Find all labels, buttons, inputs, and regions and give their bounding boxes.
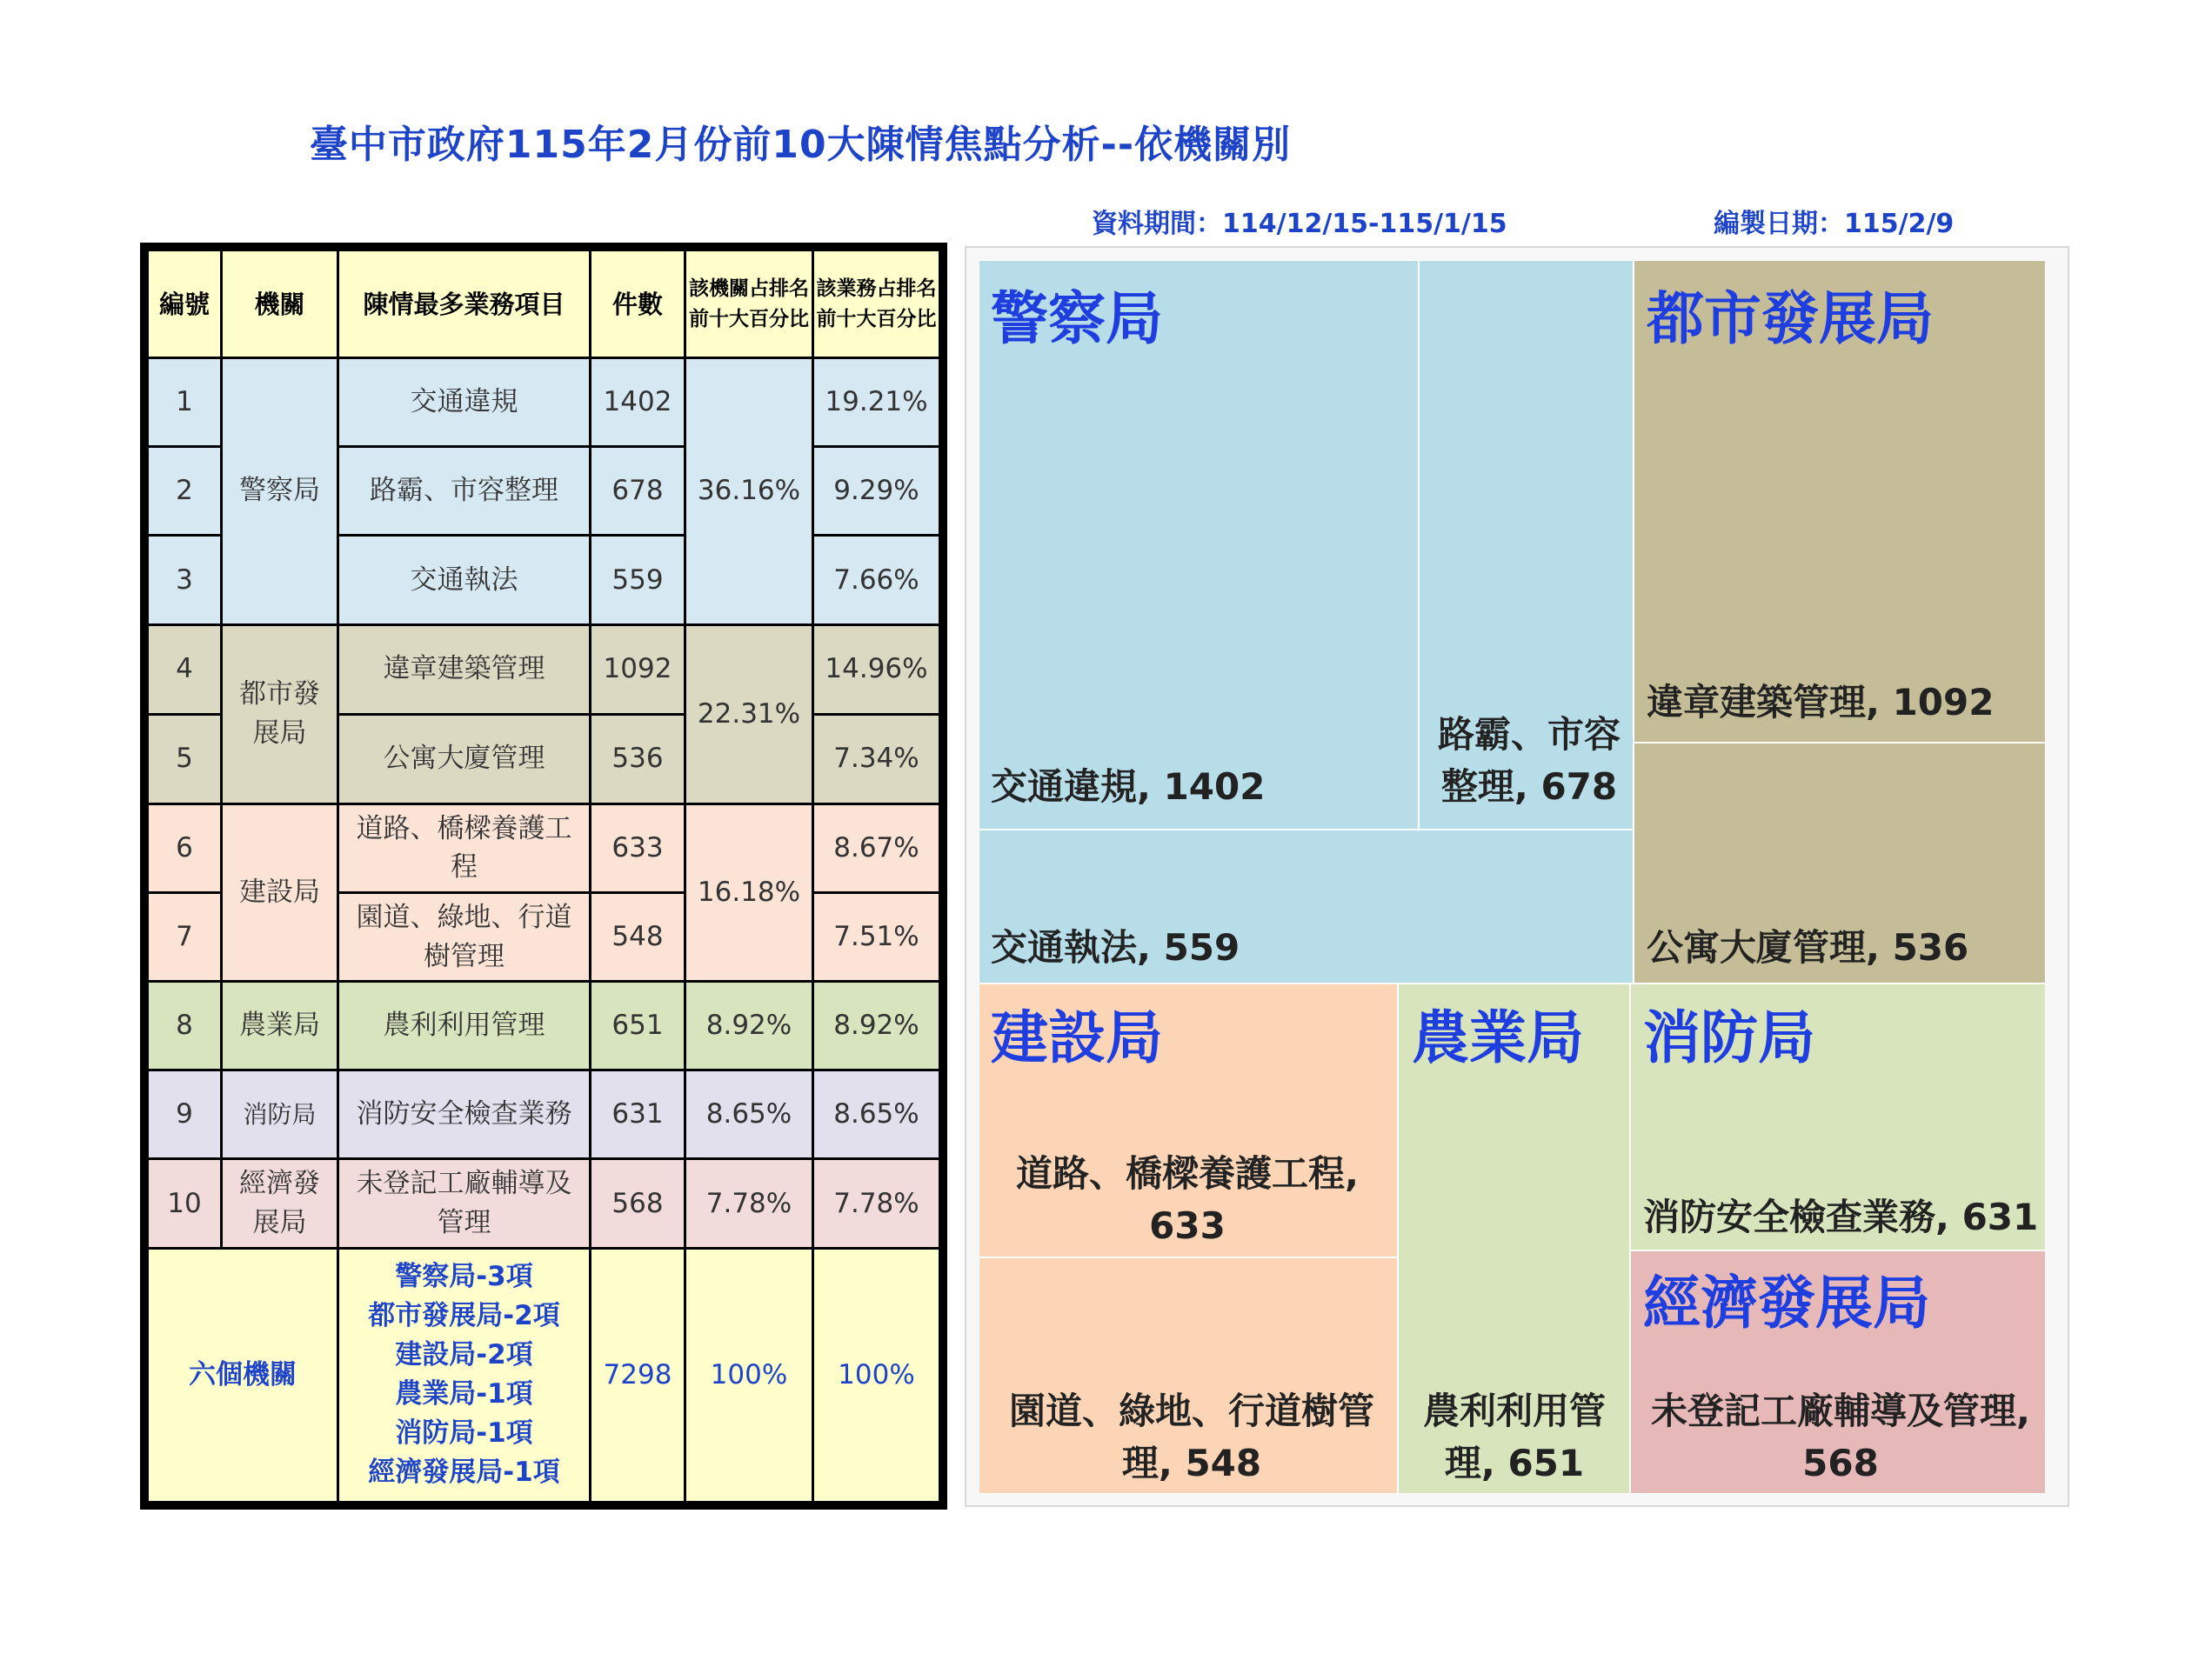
cell-no: 4 (148, 624, 222, 714)
cell-agency: 警察局 (222, 358, 338, 624)
cell-agency-pct: 8.92% (685, 982, 813, 1070)
cell-no: 3 (148, 536, 222, 624)
table-row (148, 803, 940, 892)
tile-label: 消防安全檢查業務, 631 (1643, 1196, 2039, 1238)
cell-count: 536 (591, 714, 685, 803)
footer-agency-pct: 100% (685, 1248, 813, 1502)
tile-label: 路霸、市容整理, 678 (1437, 713, 1621, 808)
cell-no: 1 (148, 358, 222, 447)
footer-label: 六個機關 (148, 1248, 338, 1502)
data-period: 資料期間：114/12/15-115/1/15 (1092, 209, 1507, 239)
col-header-count: 件數 (591, 250, 685, 358)
summary-line: 建設局-2項 (395, 1339, 533, 1371)
tile-label: 公寓大廈管理, 536 (1647, 926, 1969, 969)
tile-label: 園道、綠地、行道樹管理, 548 (1008, 1390, 1374, 1484)
cell-count: 631 (591, 1070, 685, 1159)
tile-label: 交通違規, 1402 (991, 765, 1266, 808)
cell-item-pct: 7.34% (813, 714, 940, 803)
tile-label: 道路、橋樑養護工程, 633 (1016, 1152, 1359, 1247)
cell-agency-pct: 16.18% (685, 803, 813, 981)
tile-label: 農利利用管理, 651 (1422, 1390, 1606, 1484)
col-header-no: 編號 (148, 250, 222, 358)
cell-agency: 建設局 (222, 803, 338, 981)
ranking-table (140, 243, 947, 1510)
footer-summary (338, 1248, 591, 1502)
page-title: 臺中市政府115年2月份前10大陳情焦點分析--依機關別 (309, 123, 1292, 167)
tile-label: 違章建築管理, 1092 (1647, 681, 1995, 723)
cell-count: 568 (591, 1159, 685, 1248)
cell-agency-pct: 22.31% (685, 624, 813, 803)
summary-line: 警察局-3項 (395, 1261, 533, 1293)
cell-count: 1402 (591, 358, 685, 447)
footer-total: 7298 (591, 1248, 685, 1502)
group-heading: 經濟發展局 (1643, 1270, 1930, 1337)
summary-line: 農業局-1項 (395, 1378, 533, 1410)
table-row (148, 1070, 940, 1159)
tile-label: 交通執法, 559 (991, 926, 1240, 969)
col-header-item: 陳情最多業務項目 (338, 250, 591, 358)
cell-no: 2 (148, 447, 222, 536)
cell-item-pct: 9.29% (813, 447, 940, 536)
footer-item-pct: 100% (813, 1248, 940, 1502)
tile-label: 未登記工廠輔導及管理, 568 (1651, 1390, 2030, 1484)
cell-agency-pct: 7.78% (685, 1159, 813, 1248)
group-heading: 消防局 (1643, 1004, 1815, 1071)
cell-item-pct: 8.67% (813, 803, 940, 892)
cell-item-pct: 8.92% (813, 982, 940, 1070)
group-heading: 都市發展局 (1647, 285, 1934, 352)
cell-item: 公寓大廈管理 (338, 714, 591, 803)
cell-no: 6 (148, 803, 222, 892)
table-row (148, 358, 940, 447)
cell-item: 道路、橋樑養護工程 (338, 803, 591, 892)
table-row (148, 624, 940, 714)
cell-item: 未登記工廠輔導及管理 (338, 1159, 591, 1248)
summary-line: 消防局-1項 (395, 1417, 533, 1450)
cell-count: 559 (591, 536, 685, 624)
table-row (148, 1159, 940, 1248)
table-header-row (148, 250, 940, 358)
cell-agency-pct: 36.16% (685, 358, 813, 624)
summary-line: 都市發展局-2項 (368, 1300, 560, 1332)
group-heading: 農業局 (1412, 1004, 1584, 1071)
table-row (148, 982, 940, 1070)
cell-item-pct: 7.66% (813, 536, 940, 624)
cell-no: 7 (148, 893, 222, 982)
cell-item-pct: 14.96% (813, 624, 940, 714)
group-heading: 警察局 (991, 285, 1163, 352)
cell-no: 5 (148, 714, 222, 803)
cell-item: 消防安全檢查業務 (338, 1070, 591, 1159)
col-header-agency-pct: 該機關占排名前十大百分比 (685, 250, 813, 358)
cell-item: 路霸、市容整理 (338, 447, 591, 536)
cell-item-pct: 19.21% (813, 358, 940, 447)
cell-agency: 消防局 (222, 1070, 338, 1159)
cell-agency: 農業局 (222, 982, 338, 1070)
cell-item-pct: 7.51% (813, 893, 940, 982)
cell-item-pct: 8.65% (813, 1070, 940, 1159)
cell-count: 633 (591, 803, 685, 892)
group-heading: 建設局 (991, 1004, 1163, 1071)
col-header-item-pct: 該業務占排名前十大百分比 (813, 250, 940, 358)
summary-line: 經濟發展局-1項 (368, 1457, 560, 1489)
cell-agency: 都市發展局 (222, 624, 338, 803)
cell-item: 交通違規 (338, 358, 591, 447)
cell-agency-pct: 8.65% (685, 1070, 813, 1159)
cell-count: 1092 (591, 624, 685, 714)
cell-item: 園道、綠地、行道樹管理 (338, 893, 591, 982)
treemap-chart (965, 246, 2069, 1507)
cell-count: 548 (591, 893, 685, 982)
table-footer-row (148, 1248, 940, 1502)
cell-item: 農利利用管理 (338, 982, 591, 1070)
cell-item: 違章建築管理 (338, 624, 591, 714)
cell-no: 9 (148, 1070, 222, 1159)
cell-item-pct: 7.78% (813, 1159, 940, 1248)
cell-agency: 經濟發展局 (222, 1159, 338, 1248)
cell-no: 8 (148, 982, 222, 1070)
cell-no: 10 (148, 1159, 222, 1248)
col-header-agency: 機關 (222, 250, 338, 358)
cell-count: 651 (591, 982, 685, 1070)
cell-count: 678 (591, 447, 685, 536)
compiled-date: 編製日期：115/2/9 (1714, 209, 1955, 239)
cell-item: 交通執法 (338, 536, 591, 624)
